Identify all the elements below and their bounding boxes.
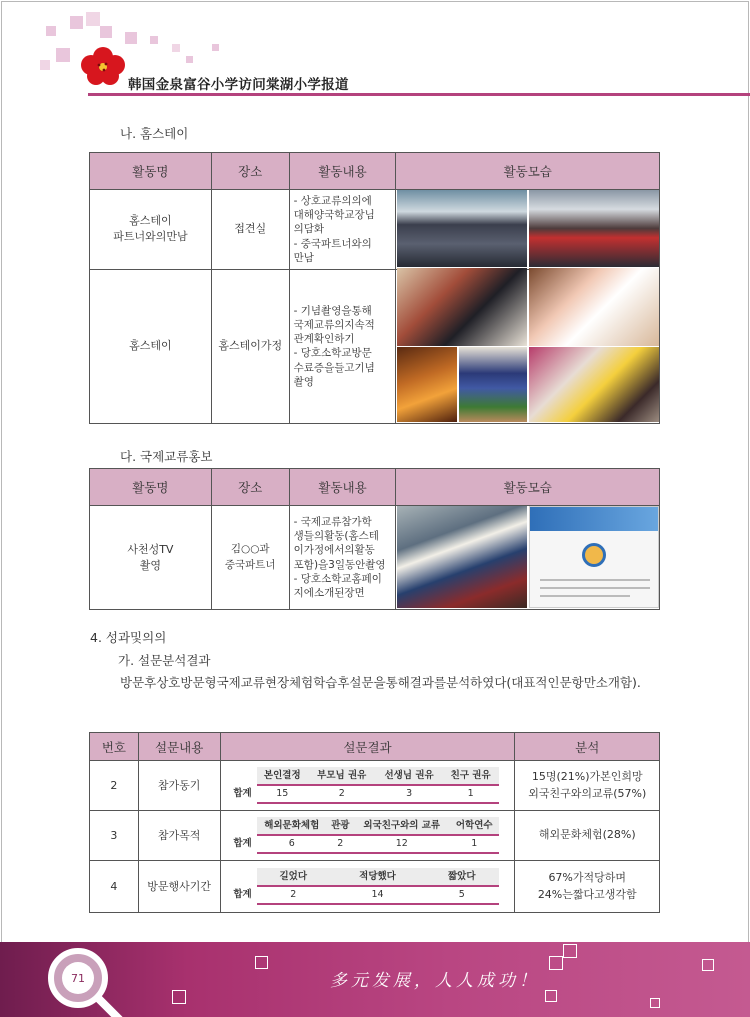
option-count: 15	[257, 785, 309, 803]
photo-certificate	[529, 347, 659, 422]
footer-square	[545, 990, 557, 1002]
option-label: 부모님 권유	[308, 767, 375, 785]
option-count: 6	[257, 835, 327, 853]
survey-number: 4	[90, 861, 139, 913]
col-place: 장소	[211, 153, 289, 190]
option-label: 해외문화체험	[257, 817, 327, 835]
total-label: 합계	[229, 785, 257, 803]
activity-name: 홈스테이 파트너와의만남	[90, 190, 212, 270]
activity-name: 사천성TV 촬영	[90, 506, 212, 610]
flower-logo	[78, 45, 128, 87]
activity-place: 김○○과 중국파트너	[211, 506, 289, 610]
table-row	[90, 861, 660, 913]
option-count: 2	[327, 835, 354, 853]
survey-question: 참가목적	[138, 811, 220, 861]
option-count: 12	[354, 835, 450, 853]
results-paragraph: 방문후상호방문형국제교류현장체험학습후설문을통해결과를분석하였다(대표적인문항만소개함).	[120, 675, 641, 690]
col-activity-content: 활동내용	[289, 153, 396, 190]
col-question: 설문내용	[138, 733, 220, 761]
footer-square	[650, 998, 660, 1008]
homestay-heading: 나. 홈스테이	[120, 126, 189, 141]
option-label: 길었다	[257, 868, 331, 886]
footer-square	[172, 990, 186, 1004]
survey-result-table	[229, 817, 499, 854]
col-number: 번호	[90, 733, 139, 761]
col-activity-content: 활동내용	[289, 469, 396, 506]
total-label: 합계	[229, 886, 257, 904]
col-activity-photos: 활동모습	[396, 153, 660, 190]
survey-question: 방문행사기간	[138, 861, 220, 913]
footer-square	[563, 944, 577, 958]
option-count: 2	[308, 785, 375, 803]
activity-name: 홈스테이	[90, 269, 212, 423]
survey-analysis: 15명(21%)가본인희망 외국친구와의교류(57%)	[515, 761, 660, 811]
option-label: 본인결정	[257, 767, 309, 785]
table-row	[90, 761, 660, 811]
photo-dinner-kids	[459, 347, 527, 422]
option-label: 외국친구와의 교류	[354, 817, 450, 835]
photo-meeting-hall	[397, 190, 527, 267]
activity-content: - 상호교류의의에 대해양국학교장님 의담화 - 중국파트너와의 만남	[289, 190, 396, 270]
activity-content: - 국제교류참가학 생들의활동(홈스테 이가정에서의활동 포함)을3일동안촬영 - 당호소학교홈페이 지에소개된장면	[289, 506, 396, 610]
survey-number: 3	[90, 811, 139, 861]
option-count: 1	[443, 785, 499, 803]
survey-analysis: 해외문화체험(28%)	[515, 811, 660, 861]
footer-slogan: 多元发展，人人成功！	[330, 971, 540, 991]
col-activity-name: 활동명	[90, 469, 212, 506]
footer-square	[255, 956, 268, 969]
col-activity-name: 활동명	[90, 153, 212, 190]
footer-square	[702, 959, 714, 971]
results-heading: 4. 성과및의의	[90, 630, 167, 645]
table-row	[90, 811, 660, 861]
option-count: 5	[425, 886, 499, 904]
page-number: 71	[71, 972, 85, 985]
photo-girls-teddy	[529, 268, 659, 346]
header-title: 韩国金泉富谷小学访问棠湖小学报道	[128, 77, 349, 93]
option-count: 2	[257, 886, 331, 904]
option-count: 3	[375, 785, 442, 803]
photo-school-website	[529, 506, 659, 608]
activity-place: 홈스테이가정	[211, 269, 289, 423]
col-analysis: 분석	[515, 733, 660, 761]
photo-violin	[397, 268, 527, 346]
option-count: 14	[330, 886, 425, 904]
photo-tv-cooking	[397, 506, 527, 608]
results-subheading: 가. 설문분석결과	[118, 653, 211, 668]
option-label: 친구 권유	[443, 767, 499, 785]
survey-result-table	[229, 868, 499, 905]
option-label: 선생님 권유	[375, 767, 442, 785]
total-label: 합계	[229, 835, 257, 853]
survey-table	[89, 732, 660, 913]
photo-flag-exchange	[529, 190, 659, 267]
footer-square	[549, 956, 563, 970]
activity-content: - 기념촬영을통해 국제교류의지속적 관계확인하기 - 당호소학교방문 수료증을들고기념 촬영	[289, 269, 396, 423]
col-activity-photos: 활동모습	[396, 469, 660, 506]
option-label: 어학연수	[450, 817, 499, 835]
photo-warm-room	[397, 347, 457, 422]
option-label: 관광	[327, 817, 354, 835]
col-result: 설문결과	[220, 733, 515, 761]
option-count: 1	[450, 835, 499, 853]
survey-result-table	[229, 767, 499, 804]
activity-place: 접견실	[211, 190, 289, 270]
col-place: 장소	[211, 469, 289, 506]
survey-analysis: 67%가적당하며 24%는짧다고생각함	[515, 861, 660, 913]
option-label: 적당했다	[330, 868, 425, 886]
survey-question: 참가동기	[138, 761, 220, 811]
promo-heading: 다. 국제교류홍보	[120, 449, 213, 464]
header-rule	[88, 93, 750, 96]
option-label: 짧았다	[425, 868, 499, 886]
survey-number: 2	[90, 761, 139, 811]
